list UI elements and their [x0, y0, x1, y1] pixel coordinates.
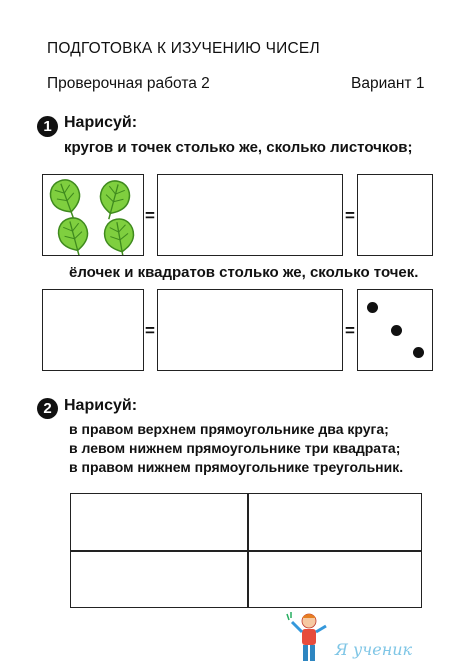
leaf-icon	[46, 176, 86, 222]
equals-sign: =	[145, 321, 155, 340]
task2-line-3: в правом нижнем прямоугольнике треугольник.	[69, 459, 404, 475]
leaf-icon	[102, 217, 137, 255]
mascot-boy-icon	[284, 610, 334, 666]
task1-heading: Нарисуй:	[64, 114, 138, 131]
task2-number: 2	[43, 400, 52, 417]
task2-line-2: в левом нижнем прямоугольнике три квадрата;	[69, 440, 401, 456]
worksheet-title: ПОДГОТОВКА К ИЗУЧЕНИЮ ЧИСЕЛ	[47, 40, 320, 57]
brand-logo-text: Я ученик	[335, 640, 413, 659]
equals-sign: =	[145, 206, 155, 225]
answer-box-squares[interactable]	[157, 289, 343, 371]
leaf-icon	[55, 215, 93, 255]
dots-box	[357, 289, 433, 371]
task1-line1: кругов и точек столько же, сколько листочков;	[64, 139, 413, 156]
equals-sign: =	[345, 321, 355, 340]
task2-number-badge	[37, 398, 58, 419]
task2-heading: Нарисуй:	[64, 397, 138, 414]
equals-sign: =	[345, 206, 355, 225]
leaves-illustration	[43, 175, 143, 255]
answer-box-circles[interactable]	[157, 174, 343, 256]
task1-number: 1	[43, 118, 52, 135]
dot	[367, 302, 378, 313]
task1-line2: ёлочек и квадратов столько же, сколько точек.	[69, 264, 419, 281]
dot	[413, 347, 424, 358]
rectangles-grid	[70, 493, 422, 608]
variant-label: Вариант 1	[351, 75, 425, 92]
leaves-box	[42, 174, 144, 256]
grid-divider-horizontal	[71, 550, 421, 552]
dot	[391, 325, 402, 336]
answer-box-dots[interactable]	[357, 174, 433, 256]
task1-number-badge	[37, 116, 58, 137]
task2-line-1: в правом верхнем прямоугольнике два круга;	[69, 421, 389, 437]
worksheet-subtitle: Проверочная работа 2	[47, 75, 210, 92]
leaf-icon	[95, 178, 133, 223]
answer-box-trees[interactable]	[42, 289, 144, 371]
